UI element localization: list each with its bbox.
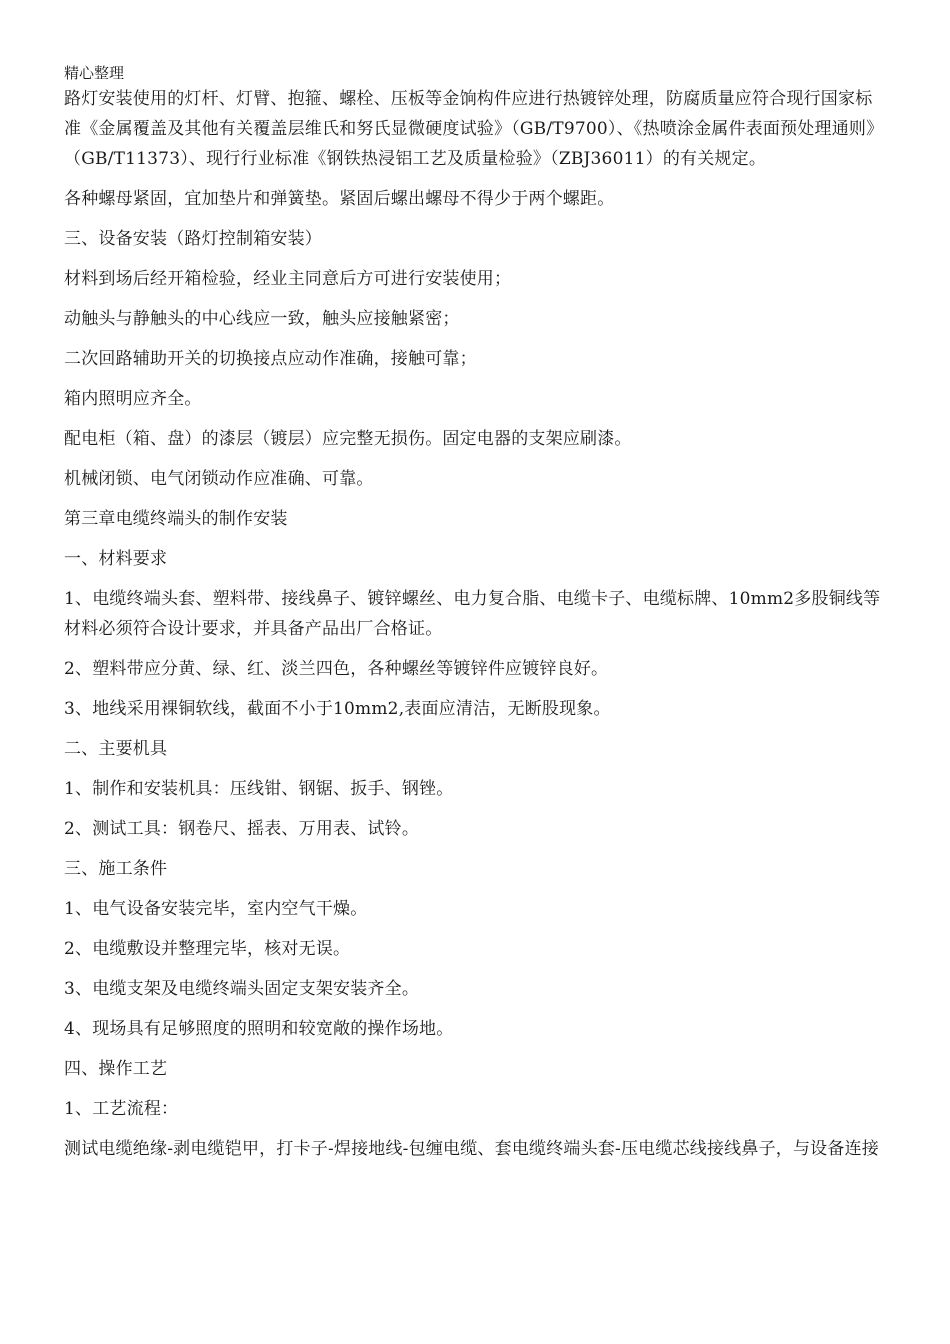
paragraph-auxiliary-switch: 二次回路辅助开关的切换接点应动作准确，接触可靠； <box>64 349 477 369</box>
paragraph-box-lighting: 箱内照明应齐全。 <box>64 389 202 409</box>
list-item-conditions-4: 4、现场具有足够照度的照明和较宽敞的操作场地。 <box>64 1019 454 1039</box>
section-heading-main-tools: 二、主要机具 <box>64 739 168 759</box>
paragraph-interlock: 机械闭锁、电气闭锁动作应准确、可靠。 <box>64 469 374 489</box>
paragraph-process-flow: 测试电缆绝缘-剥电缆铠甲，打卡子-焊接地线-包缠电缆、套电缆终端头套-压电缆芯线接线鼻子，与设备连接 <box>64 1139 879 1159</box>
list-item-material-2: 2、塑料带应分黄、绿、红、淡兰四色，各种螺丝等镀锌件应镀锌良好。 <box>64 659 609 679</box>
list-item-conditions-2: 2、电缆敷设并整理完毕，核对无误。 <box>64 939 351 959</box>
paragraph-nut-fastening: 各种螺母紧固，宜加垫片和弹簧垫。紧固后螺出螺母不得少于两个螺距。 <box>64 189 615 209</box>
list-item-material-1: 1、电缆终端头套、塑料带、接线鼻子、镀锌螺丝、电力复合脂、电缆卡子、电缆标牌、10mm2多股铜线等材料必须符合设计要求，并具备产品出厂合格证。 <box>64 589 881 639</box>
section-heading-operation-process: 四、操作工艺 <box>64 1059 168 1079</box>
list-item-tools-2: 2、测试工具：钢卷尺、摇表、万用表、试铃。 <box>64 819 420 839</box>
section-heading-material-requirements: 一、材料要求 <box>64 549 168 569</box>
paragraph-contact-alignment: 动触头与静触头的中心线应一致，触头应接触紧密； <box>64 309 460 329</box>
list-item-process-1: 1、工艺流程： <box>64 1099 179 1119</box>
list-item-tools-1: 1、制作和安装机具：压线钳、钢锯、扳手、钢锉。 <box>64 779 454 799</box>
paragraph-paint-coating: 配电柜（箱、盘）的漆层（镀层）应完整无损伤。固定电器的支架应刷漆。 <box>64 429 632 449</box>
chapter-heading-cable-terminal: 第三章电缆终端头的制作安装 <box>64 509 288 529</box>
section-heading-construction-conditions: 三、施工条件 <box>64 859 168 879</box>
section-heading-equipment-installation: 三、设备安装（路灯控制箱安装） <box>64 229 322 249</box>
list-item-material-3: 3、地线采用裸铜软线，截面不小于10mm2,表面应清洁，无断股现象。 <box>64 699 611 719</box>
header-note: 精心整理 <box>64 64 125 82</box>
paragraph-galvanizing-requirements: 路灯安装使用的灯杆、灯臂、抱箍、螺栓、压板等金饷构件应进行热镀锌处理，防腐质量应符合现行国家标准《金属覆盖及其他有关覆盖层维氏和努氏显微硬度试验》（GB/T9700）、《热喷涂金属件表面预处理通则》（GB/T11373）、现行行业标准《钢铁热浸铝工艺及质量检验》（ZBJ36011）的有关规定。 <box>64 89 884 169</box>
list-item-conditions-1: 1、电气设备安装完毕，室内空气干燥。 <box>64 899 368 919</box>
list-item-conditions-3: 3、电缆支架及电缆终端头固定支架安装齐全。 <box>64 979 420 999</box>
document-page <box>64 62 886 1174</box>
paragraph-material-inspection: 材料到场后经开箱检验，经业主同意后方可进行安装使用； <box>64 269 512 289</box>
